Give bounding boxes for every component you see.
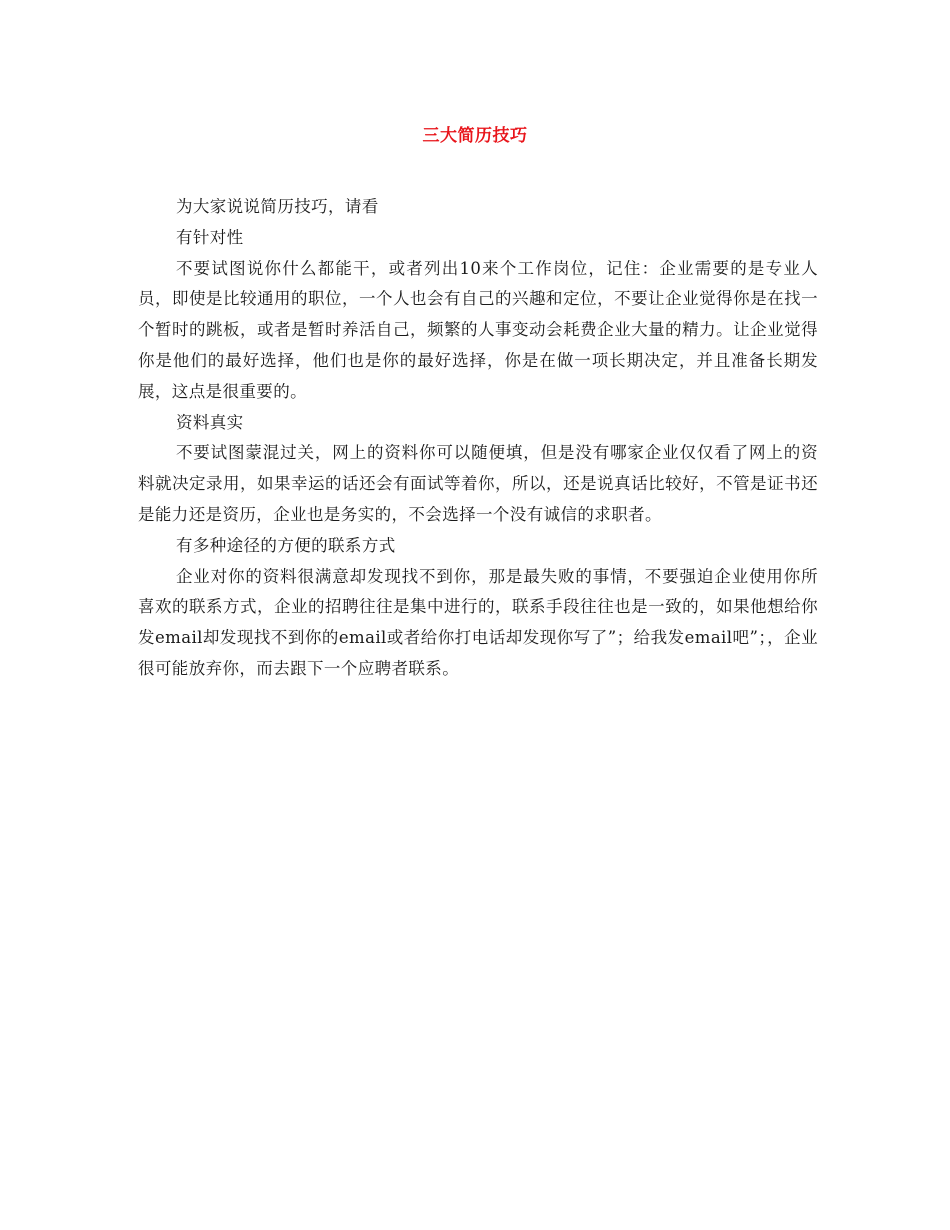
section-heading-contact-methods: 有多种途径的方便的联系方式 bbox=[175, 535, 396, 555]
document-title: 三大简历技巧 bbox=[422, 126, 528, 146]
body-paragraph-targeted: 不要试图说你什么都能干，或者列出10来个工作岗位，记住：企业需要的是专业人员，即使是比较通用的职位，一个人也会有自己的兴趣和定位，不要让企业觉得你是在找一个暂时的跳板，或者是暂时养活自己，频繁的人事变动会耗费企业大量的精力。让企业觉得你是他们的最好选择，他们也是你的最好选择，你是在做一项长期决定，并且准备长期发展，这点是很重要的。 bbox=[138, 258, 818, 401]
intro-paragraph: 为大家说说简历技巧，请看 bbox=[175, 197, 379, 216]
document-body bbox=[138, 192, 818, 685]
body-paragraph-authentic-info: 不要试图蒙混过关，网上的资料你可以随便填，但是没有哪家企业仅仅看了网上的资料就决定录用，如果幸运的话还会有面试等着你，所以，还是说真话比较好，不管是证书还是能力还是资历，企业也是务实的，不会选择一个没有诚信的求职者。 bbox=[138, 443, 818, 524]
section-heading-authentic-info: 资料真实 bbox=[175, 412, 244, 432]
section-heading-targeted: 有针对性 bbox=[175, 227, 244, 247]
body-paragraph-contact-methods: 企业对你的资料很满意却发现找不到你，那是最失败的事情，不要强迫企业使用你所喜欢的联系方式，企业的招聘往往是集中进行的，联系手段往往也是一致的，如果他想给你发email却发现找不到你的email或者给你打电话却发现你写了”；给我发email吧”；，企业很可能放弃你，而去跟下一个应聘者联系。 bbox=[138, 566, 818, 678]
